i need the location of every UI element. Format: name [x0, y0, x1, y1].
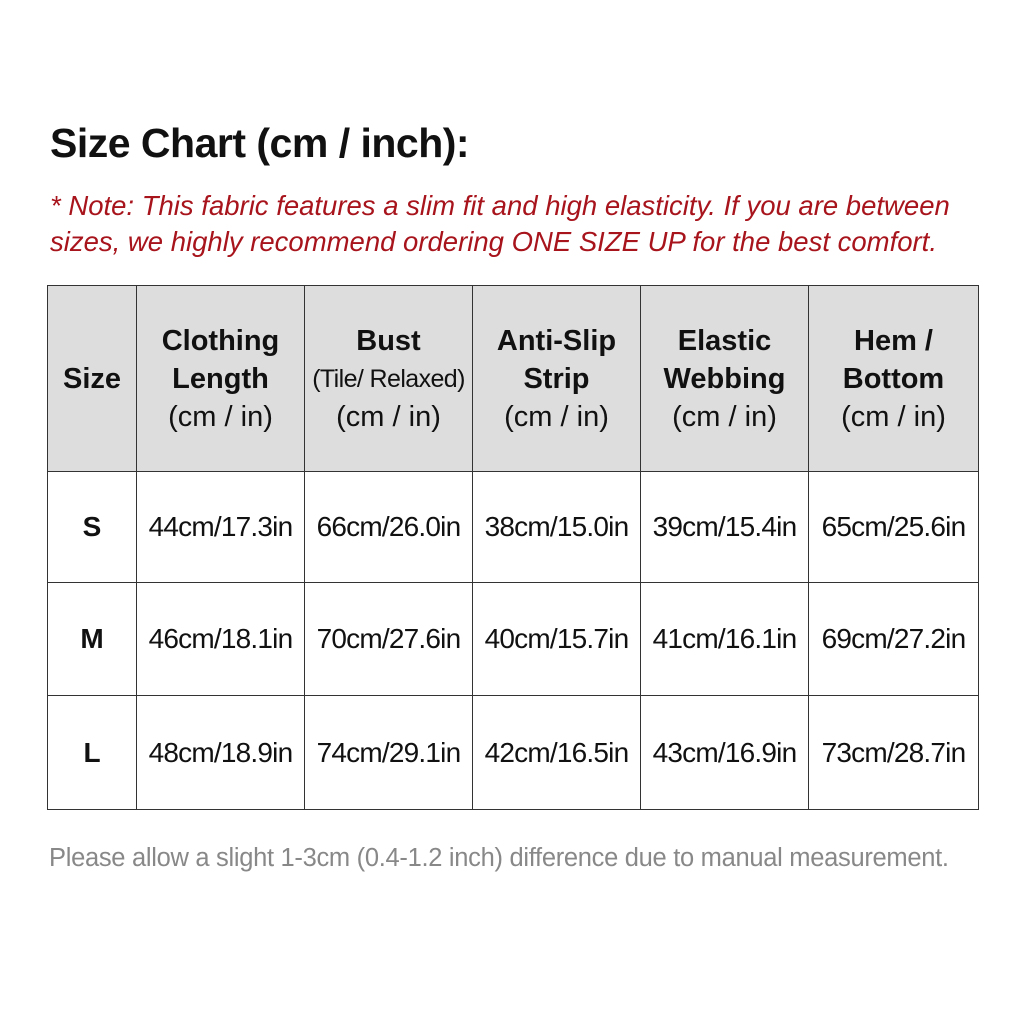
- header-anti-slip-unit: (cm / in): [504, 400, 609, 433]
- fit-note-line-1: * Note: This fabric features a slim fit and high elasticity. If you are between: [50, 190, 950, 221]
- measurement-disclaimer: Please allow a slight 1-3cm (0.4-1.2 inch) difference due to manual measurement.: [49, 844, 949, 872]
- header-elastic-webbing-unit: (cm / in): [672, 400, 777, 433]
- header-anti-slip-line-1: Anti-Slip: [496, 324, 617, 357]
- header-bust: [305, 286, 473, 472]
- header-clothing-length-line-2: Length: [172, 362, 269, 395]
- bust-cell: 66cm/26.0in: [305, 472, 473, 583]
- anti-slip-strip-cell: 38cm/15.0in: [473, 472, 641, 583]
- header-hem-bottom: [809, 286, 979, 472]
- table-row: [48, 583, 979, 696]
- table-row: [48, 472, 979, 583]
- header-elastic-webbing-line-2: Webbing: [663, 362, 786, 395]
- header-clothing-length: [137, 286, 305, 472]
- bust-cell: 74cm/29.1in: [305, 696, 473, 810]
- hem-bottom-cell: 65cm/25.6in: [809, 472, 979, 583]
- fit-note: [50, 188, 990, 260]
- header-size-label: Size: [62, 362, 122, 395]
- hem-bottom-cell: 73cm/28.7in: [809, 696, 979, 810]
- clothing-length-cell: 44cm/17.3in: [137, 472, 305, 583]
- anti-slip-strip-cell: 40cm/15.7in: [473, 583, 641, 696]
- anti-slip-strip-cell: 42cm/16.5in: [473, 696, 641, 810]
- header-elastic-webbing: [641, 286, 809, 472]
- header-hem-bottom-unit: (cm / in): [841, 400, 946, 433]
- elastic-webbing-cell: 39cm/15.4in: [641, 472, 809, 583]
- header-bust-line-1: Bust: [356, 324, 421, 357]
- table-row: [48, 696, 979, 810]
- header-clothing-length-line-1: Clothing: [161, 324, 280, 357]
- page-title: Size Chart (cm / inch):: [50, 120, 470, 166]
- fit-note-line-2: sizes, we highly recommend ordering ONE SIZE UP for the best comfort.: [50, 226, 937, 257]
- header-size: [48, 286, 137, 472]
- elastic-webbing-cell: 43cm/16.9in: [641, 696, 809, 810]
- header-hem-bottom-line-2: Bottom: [842, 362, 945, 395]
- size-cell: M: [48, 583, 137, 696]
- header-bust-note: (Tile/ Relaxed): [312, 364, 465, 393]
- size-cell: S: [48, 472, 137, 583]
- clothing-length-cell: 48cm/18.9in: [137, 696, 305, 810]
- bust-cell: 70cm/27.6in: [305, 583, 473, 696]
- header-hem-bottom-line-1: Hem /: [854, 324, 933, 357]
- header-anti-slip-line-2: Strip: [523, 362, 590, 395]
- size-chart-table: [47, 285, 979, 810]
- header-clothing-length-unit: (cm / in): [168, 400, 273, 433]
- elastic-webbing-cell: 41cm/16.1in: [641, 583, 809, 696]
- table-header-row: [48, 286, 979, 472]
- header-anti-slip-strip: [473, 286, 641, 472]
- size-cell: L: [48, 696, 137, 810]
- header-elastic-webbing-line-1: Elastic: [677, 324, 772, 357]
- clothing-length-cell: 46cm/18.1in: [137, 583, 305, 696]
- header-bust-unit: (cm / in): [336, 400, 441, 433]
- hem-bottom-cell: 69cm/27.2in: [809, 583, 979, 696]
